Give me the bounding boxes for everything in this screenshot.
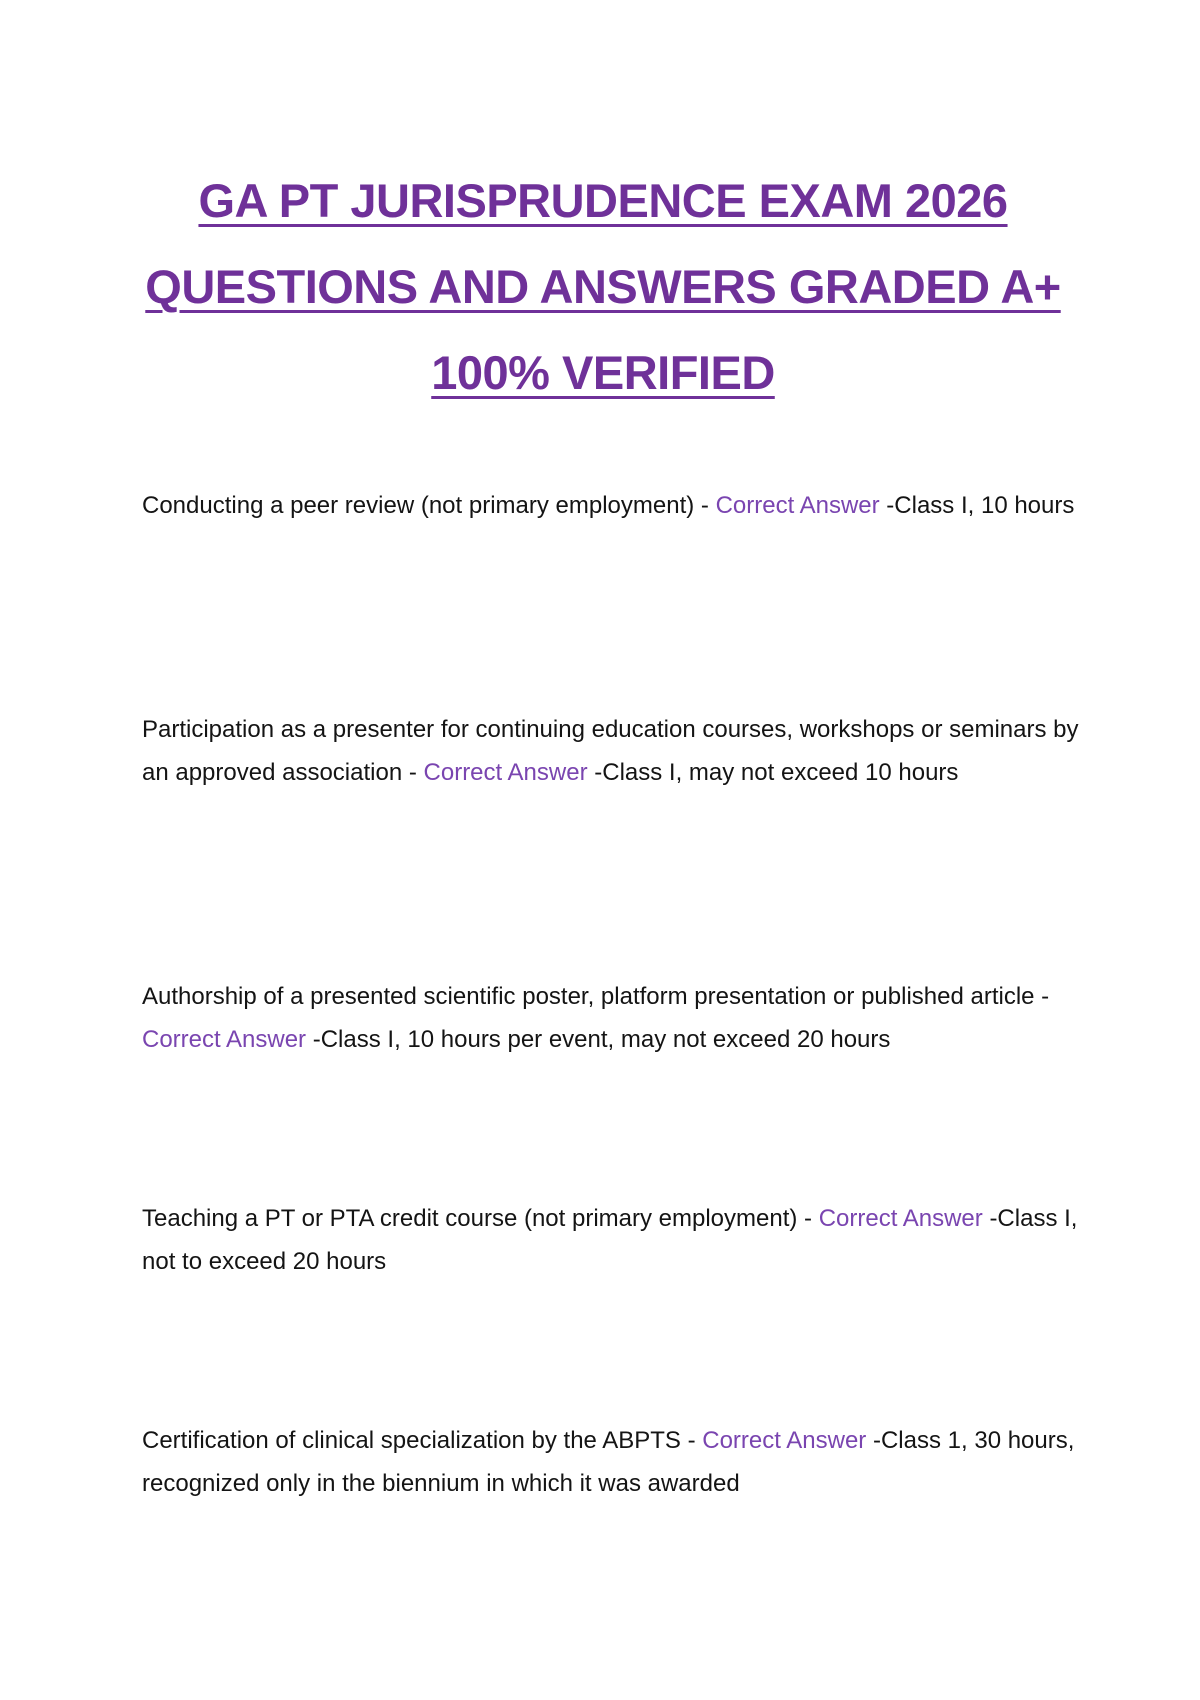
question-text: Conducting a peer review (not primary employment) xyxy=(142,492,695,519)
title-line-2: QUESTIONS AND ANSWERS GRADED A+ xyxy=(145,260,1061,313)
separator: - xyxy=(694,492,716,519)
qa-item-5 xyxy=(142,1419,1082,1505)
document-title xyxy=(120,158,1086,416)
answer-text: -Class I, may not exceed 10 hours xyxy=(594,759,959,786)
answer-text: -Class 1, 30 hours, recognized only in the biennium in which it was awarded xyxy=(142,1427,1075,1497)
qa-item-3 xyxy=(142,975,1082,1061)
title-line-1: GA PT JURISPRUDENCE EXAM 2026 xyxy=(198,174,1008,227)
correct-answer-label: Correct Answer xyxy=(818,1205,983,1232)
answer-text: -Class I, 10 hours per event, may not exceed 20 hours xyxy=(312,1026,891,1053)
correct-answer-label: Correct Answer xyxy=(702,1427,867,1454)
correct-answer-label: Correct Answer xyxy=(142,1026,307,1053)
question-text: Authorship of a presented scientific poster, platform presentation or published article xyxy=(142,983,1035,1010)
separator: - xyxy=(402,759,424,786)
correct-answer-label: Correct Answer xyxy=(423,759,588,786)
question-text: Teaching a PT or PTA credit course (not primary employment) xyxy=(142,1205,798,1232)
question-text: Certification of clinical specialization by the ABPTS xyxy=(142,1427,681,1454)
answer-text: -Class I, 10 hours xyxy=(886,492,1075,519)
correct-answer-label: Correct Answer xyxy=(715,492,880,519)
separator: - xyxy=(680,1427,703,1454)
question-text: Participation as a presenter for continuing education courses, workshops or seminars by an approved association xyxy=(142,716,1079,786)
separator: - xyxy=(797,1205,819,1232)
qa-item-1 xyxy=(142,484,1082,527)
separator: - xyxy=(1034,983,1050,1010)
qa-item-2 xyxy=(142,708,1082,794)
qa-item-4 xyxy=(142,1197,1082,1283)
answer-text: -Class I, not to exceed 20 hours xyxy=(142,1205,1078,1275)
title-line-3: 100% VERIFIED xyxy=(431,346,775,399)
